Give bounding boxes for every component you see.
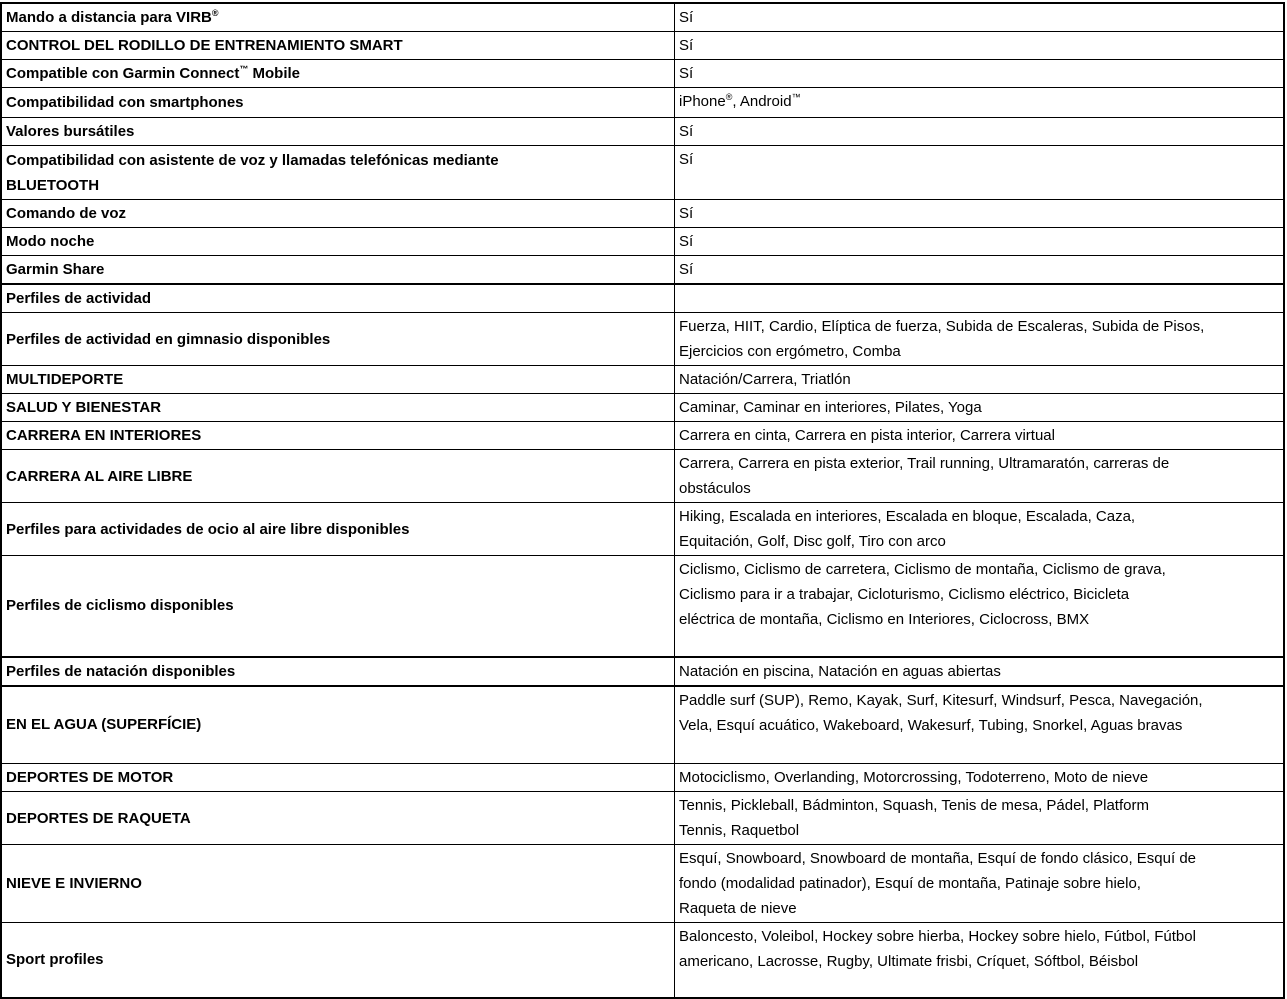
table-row — [1, 845, 1284, 923]
table-row — [1, 284, 1284, 313]
spec-label: Perfiles para actividades de ocio al aire libre disponibles — [1, 503, 675, 556]
spec-label: CARRERA EN INTERIORES — [1, 422, 675, 450]
spec-value: Sí — [675, 146, 1285, 200]
table-row — [1, 3, 1284, 32]
spec-label: Perfiles de ciclismo disponibles — [1, 556, 675, 657]
spec-label: EN EL AGUA (SUPERFÍCIE) — [1, 686, 675, 764]
spec-label: MULTIDEPORTE — [1, 366, 675, 394]
spec-label: CARRERA AL AIRE LIBRE — [1, 450, 675, 503]
spec-value: iPhone®, Android™ — [675, 88, 1285, 118]
registered-mark: ® — [725, 92, 733, 102]
spec-label: SALUD Y BIENESTAR — [1, 394, 675, 422]
spec-value: Hiking, Escalada en interiores, Escalada en bloque, Escalada, Caza, Equitación, Golf, Disc golf, Tiro con arco — [675, 503, 1285, 556]
spec-value: Sí — [675, 60, 1285, 88]
table-row — [1, 422, 1284, 450]
spec-label: Modo noche — [1, 228, 675, 256]
table-row — [1, 313, 1284, 366]
spec-table — [0, 2, 1285, 999]
spec-label: CONTROL DEL RODILLO DE ENTRENAMIENTO SMART — [1, 32, 675, 60]
spec-value: Sí — [675, 256, 1285, 285]
table-row — [1, 256, 1284, 285]
spec-label: Mando a distancia para VIRB® — [1, 3, 675, 32]
spec-value: Natación en piscina, Natación en aguas abiertas — [675, 657, 1285, 686]
table-row — [1, 228, 1284, 256]
table-row — [1, 366, 1284, 394]
spec-value: Tennis, Pickleball, Bádminton, Squash, Tenis de mesa, Pádel, Platform Tennis, Raquetbol — [675, 792, 1285, 845]
spec-label: Compatibilidad con smartphones — [1, 88, 675, 118]
spec-label: NIEVE E INVIERNO — [1, 845, 675, 923]
spec-label: Sport profiles — [1, 923, 675, 998]
table-row — [1, 503, 1284, 556]
table-row — [1, 32, 1284, 60]
spec-value: Fuerza, HIIT, Cardio, Elíptica de fuerza, Subida de Escaleras, Subida de Pisos, Ejercicios con ergómetro, Comba — [675, 313, 1285, 366]
spec-label: Comando de voz — [1, 200, 675, 228]
spec-value: Sí — [675, 118, 1285, 146]
spec-label: Garmin Share — [1, 256, 675, 285]
spec-value: Ciclismo, Ciclismo de carretera, Ciclismo de montaña, Ciclismo de grava, Ciclismo para ir a trabajar, Cicloturismo, Ciclismo eléctrico, Bicicleta eléctrica de montaña, Ciclismo en Interiores, Ciclocross, BMX — [675, 556, 1285, 657]
spec-value: Carrera en cinta, Carrera en pista interior, Carrera virtual — [675, 422, 1285, 450]
spec-value: Esquí, Snowboard, Snowboard de montaña, Esquí de fondo clásico, Esquí de fondo (modalidad patinador), Esquí de montaña, Patinaje sobre hielo, Raqueta de nieve — [675, 845, 1285, 923]
spec-value: Carrera, Carrera en pista exterior, Trail running, Ultramaratón, carreras de obstáculos — [675, 450, 1285, 503]
table-row — [1, 450, 1284, 503]
table-row — [1, 60, 1284, 88]
table-row — [1, 118, 1284, 146]
spec-label: Perfiles de natación disponibles — [1, 657, 675, 686]
spec-label: Perfiles de actividad — [1, 284, 675, 313]
table-row — [1, 556, 1284, 657]
spec-label: DEPORTES DE RAQUETA — [1, 792, 675, 845]
spec-value: Baloncesto, Voleibol, Hockey sobre hierba, Hockey sobre hielo, Fútbol, Fútbol americano, Lacrosse, Rugby, Ultimate frisbi, Críquet, Sóftbol, Béisbol — [675, 923, 1285, 998]
table-row — [1, 764, 1284, 792]
trademark-mark: ™ — [239, 64, 249, 74]
spec-label: Compatible con Garmin Connect™ Mobile — [1, 60, 675, 88]
registered-mark: ® — [211, 8, 219, 18]
trademark-mark: ™ — [791, 92, 801, 102]
table-row — [1, 88, 1284, 118]
table-row — [1, 200, 1284, 228]
spec-label: Valores bursátiles — [1, 118, 675, 146]
spec-value: Paddle surf (SUP), Remo, Kayak, Surf, Kitesurf, Windsurf, Pesca, Navegación, Vela, Esquí acuático, Wakeboard, Wakesurf, Tubing, Snorkel, Aguas bravas — [675, 686, 1285, 764]
spec-value — [675, 284, 1285, 313]
spec-value: Natación/Carrera, Triatlón — [675, 366, 1285, 394]
spec-value: Sí — [675, 228, 1285, 256]
table-row — [1, 657, 1284, 686]
table-row — [1, 394, 1284, 422]
spec-value: Caminar, Caminar en interiores, Pilates, Yoga — [675, 394, 1285, 422]
table-row — [1, 686, 1284, 764]
spec-label: Perfiles de actividad en gimnasio disponibles — [1, 313, 675, 366]
table-row — [1, 792, 1284, 845]
spec-value: Sí — [675, 32, 1285, 60]
spec-value: Sí — [675, 200, 1285, 228]
spec-label: DEPORTES DE MOTOR — [1, 764, 675, 792]
spec-table-body — [1, 3, 1284, 998]
table-row — [1, 146, 1284, 200]
spec-value: Sí — [675, 3, 1285, 32]
spec-label: Compatibilidad con asistente de voz y llamadas telefónicas mediante BLUETOOTH — [1, 146, 675, 200]
table-row — [1, 923, 1284, 998]
spec-value: Motociclismo, Overlanding, Motorcrossing, Todoterreno, Moto de nieve — [675, 764, 1285, 792]
